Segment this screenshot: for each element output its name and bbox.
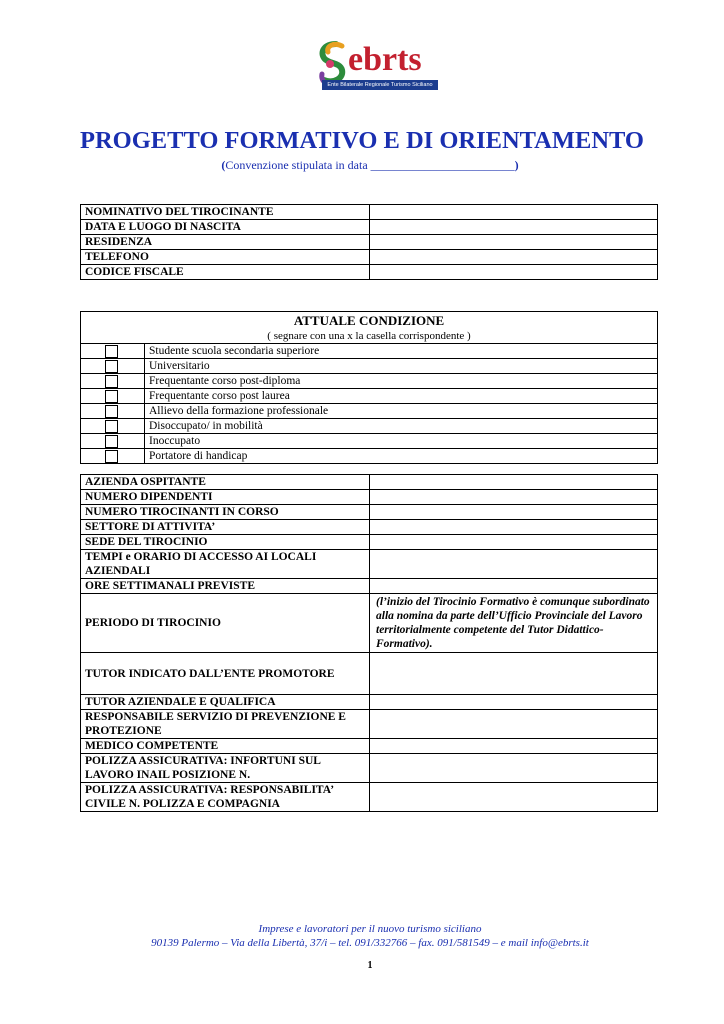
trainee-value-field[interactable] (370, 265, 658, 280)
company-label: SETTORE DI ATTIVITA’ (81, 520, 370, 535)
table-row (81, 520, 658, 535)
trainee-value-field[interactable] (370, 205, 658, 220)
footer-tagline: Imprese e lavoratori per il nuovo turismo siciliano (258, 923, 482, 935)
condition-checkbox[interactable] (105, 375, 118, 388)
condition-checkbox[interactable] (105, 390, 118, 403)
table-row (81, 653, 658, 695)
company-value-field[interactable] (370, 505, 658, 520)
company-value-field[interactable] (370, 754, 658, 783)
table-row (81, 535, 658, 550)
trainee-value-field[interactable] (370, 250, 658, 265)
table-row (81, 265, 658, 280)
company-label: TUTOR AZIENDALE E QUALIFICA (81, 695, 370, 710)
condition-option-label: Frequentante corso post-diploma (145, 374, 658, 389)
checkbox-cell (81, 419, 145, 434)
table-row (81, 250, 658, 265)
subtitle-text: Convenzione stipulata in data ________________________ (225, 158, 515, 172)
table-row (81, 475, 658, 490)
logo-wordmark: ebrts (348, 41, 422, 78)
company-label: NUMERO TIROCINANTI IN CORSO (81, 505, 370, 520)
subtitle-close-paren: ) (514, 158, 519, 172)
condition-hint: ( segnare con una x la casella corrispondente ) (81, 330, 658, 344)
table-row (81, 434, 658, 449)
company-label: TUTOR INDICATO DALL’ENTE PROMOTORE (81, 653, 370, 695)
table-row (81, 579, 658, 594)
page-title: PROGETTO FORMATIVO E DI ORIENTAMENTO (80, 127, 644, 154)
company-table (80, 474, 658, 812)
trainee-label: CODICE FISCALE (81, 265, 370, 280)
table-row (81, 550, 658, 579)
condition-header-row (81, 312, 658, 331)
table-row (81, 754, 658, 783)
condition-option-label: Allievo della formazione professionale (145, 404, 658, 419)
company-label: MEDICO COMPETENTE (81, 739, 370, 754)
checkbox-cell (81, 359, 145, 374)
table-row (81, 449, 658, 464)
checkbox-cell (81, 404, 145, 419)
trainee-value-field[interactable] (370, 220, 658, 235)
ebrts-logo (316, 40, 438, 91)
condition-option-label: Inoccupato (145, 434, 658, 449)
trainee-table (80, 204, 658, 280)
condition-option-label: Frequentante corso post laurea (145, 389, 658, 404)
table-row (81, 505, 658, 520)
condition-option-label: Disoccupato/ in mobilità (145, 419, 658, 434)
condition-option-label: Universitario (145, 359, 658, 374)
company-label: AZIENDA OSPITANTE (81, 475, 370, 490)
checkbox-cell (81, 374, 145, 389)
company-value-field[interactable] (370, 475, 658, 490)
table-row (81, 344, 658, 359)
condition-checkbox[interactable] (105, 405, 118, 418)
trainee-label: RESIDENZA (81, 235, 370, 250)
company-label: ORE SETTIMANALI PREVISTE (81, 579, 370, 594)
company-label: SEDE DEL TIROCINIO (81, 535, 370, 550)
company-label: TEMPI e ORARIO DI ACCESSO AI LOCALI AZIENDALI (81, 550, 370, 579)
checkbox-cell (81, 344, 145, 359)
convention-subtitle (0, 158, 724, 173)
condition-title: ATTUALE CONDIZIONE (81, 312, 658, 331)
company-value-field[interactable] (370, 695, 658, 710)
table-row (81, 739, 658, 754)
trainee-value-field[interactable] (370, 235, 658, 250)
company-value-field[interactable] (370, 783, 658, 812)
condition-checkbox[interactable] (105, 345, 118, 358)
company-label: POLIZZA ASSICURATIVA: INFORTUNI SUL LAVORO INAIL POSIZIONE N. (81, 754, 370, 783)
subtitle-open-paren: ( (221, 158, 226, 172)
condition-table (80, 311, 658, 464)
table-row (81, 205, 658, 220)
condition-hint-row (81, 330, 658, 344)
table-row (81, 235, 658, 250)
company-label: PERIODO DI TIROCINIO (81, 594, 370, 653)
company-value-field[interactable] (370, 653, 658, 695)
table-row (81, 220, 658, 235)
page-number: 1 (367, 960, 373, 971)
footer-contacts: 90139 Palermo – Via della Libertà, 37/i – tel. 091/332766 – fax. 091/581549 – e mail info@ebrts.it (151, 937, 589, 949)
tirocinio-period-note: (l’inizio del Tirocinio Formativo è comunque subordinato alla nomina da parte dell’Ufficio Provinciale del Lavoro territorialmente competente del Tutor Didattico-Formativo). (370, 594, 658, 653)
company-value-field[interactable] (370, 579, 658, 594)
company-label: NUMERO DIPENDENTI (81, 490, 370, 505)
table-row (81, 594, 658, 653)
table-row (81, 374, 658, 389)
table-row (81, 359, 658, 374)
condition-option-label: Studente scuola secondaria superiore (145, 344, 658, 359)
trainee-label: DATA E LUOGO DI NASCITA (81, 220, 370, 235)
company-value-field[interactable] (370, 520, 658, 535)
table-row (81, 419, 658, 434)
table-row (81, 710, 658, 739)
company-value-field[interactable] (370, 490, 658, 505)
condition-checkbox[interactable] (105, 450, 118, 463)
condition-checkbox[interactable] (105, 435, 118, 448)
checkbox-cell (81, 449, 145, 464)
table-row (81, 389, 658, 404)
condition-checkbox[interactable] (105, 420, 118, 433)
company-value-field[interactable] (370, 739, 658, 754)
company-value-field[interactable] (370, 710, 658, 739)
table-row (81, 404, 658, 419)
trainee-label: TELEFONO (81, 250, 370, 265)
table-row (81, 783, 658, 812)
company-label: RESPONSABILE SERVIZIO DI PREVENZIONE E PROTEZIONE (81, 710, 370, 739)
condition-checkbox[interactable] (105, 360, 118, 373)
condition-option-label: Portatore di handicap (145, 449, 658, 464)
company-value-field[interactable] (370, 535, 658, 550)
checkbox-cell (81, 389, 145, 404)
table-row (81, 490, 658, 505)
trainee-label: NOMINATIVO DEL TIROCINANTE (81, 205, 370, 220)
checkbox-cell (81, 434, 145, 449)
company-label: POLIZZA ASSICURATIVA: RESPONSABILITA’ CIVILE N. POLIZZA E COMPAGNIA (81, 783, 370, 812)
company-value-field[interactable] (370, 550, 658, 579)
table-row (81, 695, 658, 710)
logo-strip: Ente Bilaterale Regionale Turismo Siciliano (322, 80, 438, 90)
